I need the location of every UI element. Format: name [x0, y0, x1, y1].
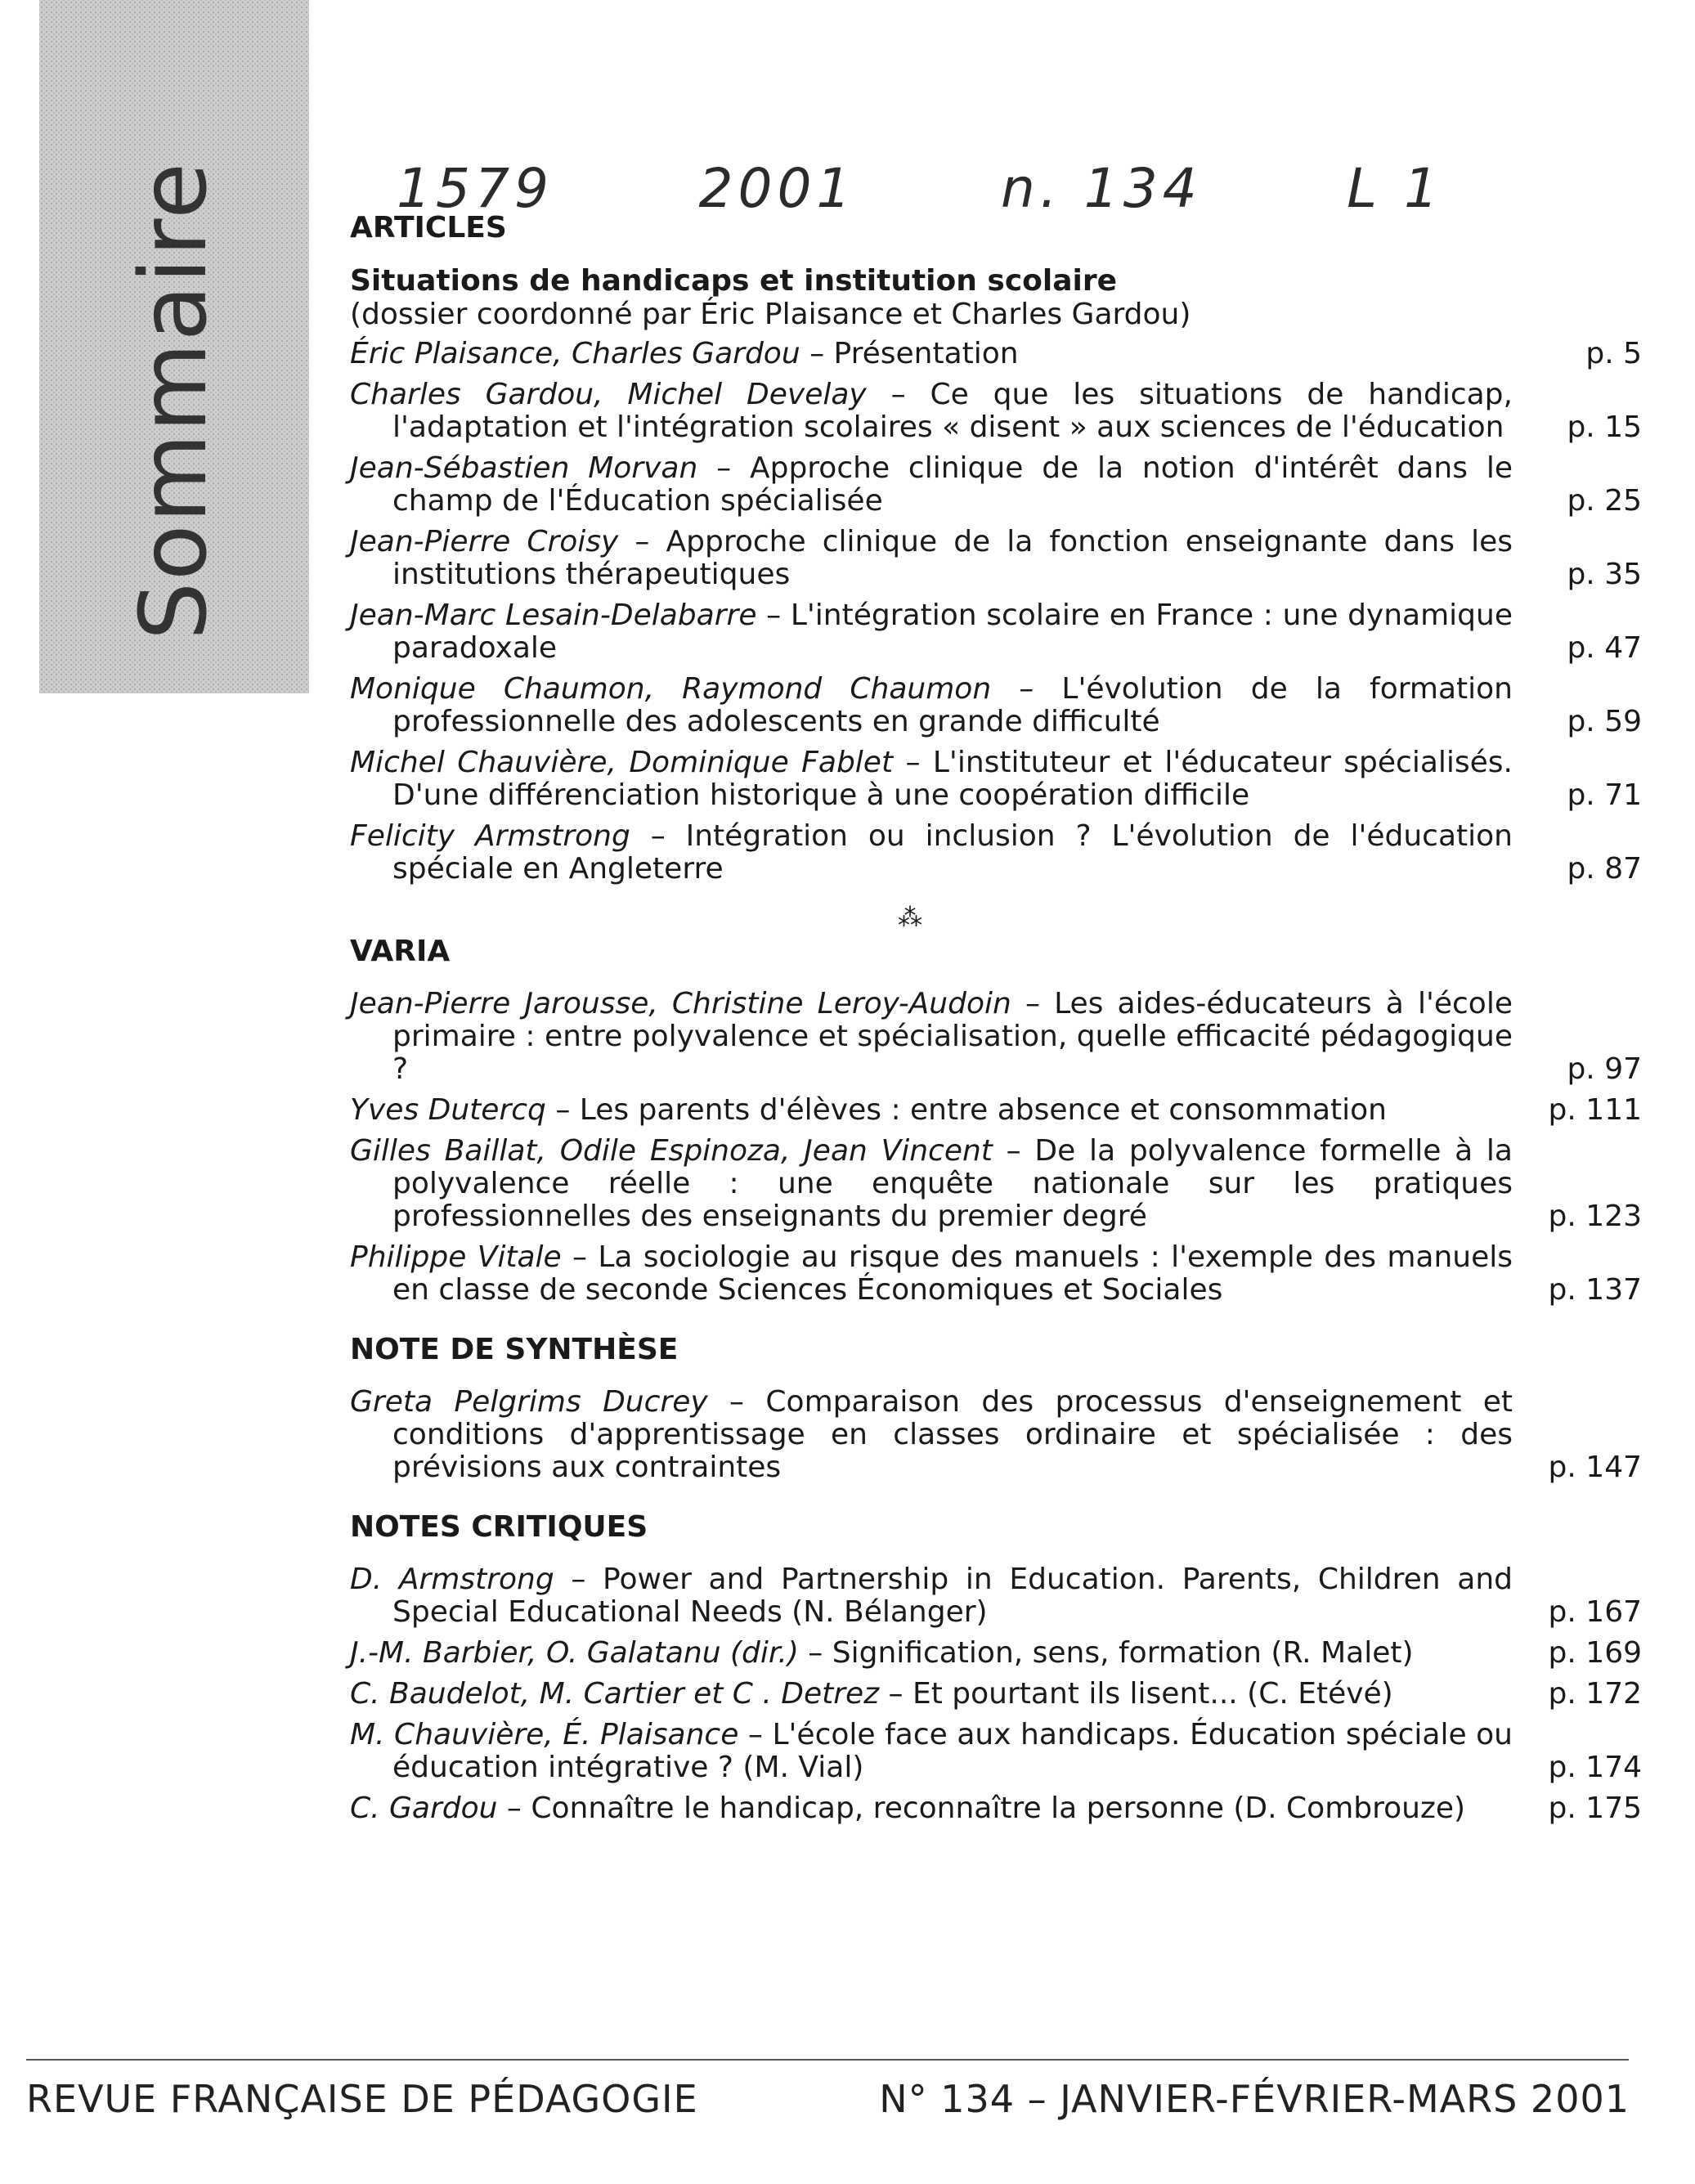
entry-text [350, 1135, 1513, 1233]
handwritten-note: n. 134 [1000, 156, 1202, 220]
toc-entry [350, 1563, 1642, 1629]
entry-text [350, 338, 1513, 370]
entry-title: – La sociologie au risque des manuels : l'exemple des manuels en classe de seconde Sciences Économiques et Sociales [392, 1240, 1513, 1307]
entry-text [350, 599, 1513, 665]
entry-author: C. Baudelot, M. Cartier et C . Detrez [350, 1677, 880, 1711]
entry-text [350, 820, 1513, 886]
handwritten-note: 2001 [698, 156, 856, 220]
handwritten-note: L 1 [1347, 156, 1443, 220]
entry-page-number: p. 147 [1548, 1451, 1642, 1484]
toc-entry [350, 673, 1642, 738]
toc-entry [350, 1241, 1642, 1307]
entry-text [350, 988, 1513, 1086]
entry-author: M. Chauvière, É. Plaisance [350, 1718, 739, 1751]
entry-author: Felicity Armstrong [350, 819, 630, 853]
toc-entry [350, 988, 1642, 1086]
toc-entry [350, 1135, 1642, 1233]
critiques-list [350, 1563, 1642, 1825]
toc-entry [350, 1094, 1642, 1127]
entry-author: Gilles Baillat, Odile Espinoza, Jean Vincent [350, 1134, 993, 1168]
entry-page-number: p. 174 [1548, 1751, 1642, 1784]
entry-page-number: p. 169 [1548, 1636, 1642, 1670]
toc-entry [350, 379, 1642, 444]
entry-author: D. Armstrong [350, 1563, 554, 1596]
section-heading-synthese: NOTE DE SYNTHÈSE [350, 1333, 679, 1366]
entry-title: – L'intégration scolaire en France : une dynamique paradoxale [392, 599, 1513, 665]
varia-list [350, 988, 1642, 1307]
issue-info: N° 134 – JANVIER-FÉVRIER-MARS 2001 [879, 2077, 1630, 2121]
entry-title: – Ce que les situations de handicap, l'adaptation et l'intégration scolaires « disent » aux sciences de l'éducation [392, 378, 1513, 444]
entry-page-number: p. 167 [1548, 1595, 1642, 1629]
entry-title: – Connaître le handicap, reconnaître la personne (D. Combrouze) [497, 1792, 1466, 1825]
entry-page-number: p. 123 [1548, 1200, 1642, 1233]
entry-title: – De la polyvalence formelle à la polyvalence réelle : une enquête nationale sur les pratiques professionnelles des enseignants du premier degré [392, 1134, 1513, 1233]
entry-text [350, 1719, 1513, 1784]
entry-author: Jean-Sébastien Morvan [350, 451, 698, 485]
toc-entry [350, 747, 1642, 812]
entry-title: – Approche clinique de la notion d'intérêt dans le champ de l'Éducation spécialisée [392, 451, 1513, 518]
entry-author: Charles Gardou, Michel Develay [350, 378, 867, 411]
footer-rule [26, 2059, 1629, 2061]
entry-author: Jean-Pierre Croisy [350, 525, 619, 558]
entry-author: C. Gardou [350, 1792, 498, 1825]
entry-page-number: p. 35 [1567, 558, 1642, 591]
entry-text [350, 1792, 1513, 1825]
entry-author: Philippe Vitale [350, 1240, 562, 1274]
entry-text [350, 526, 1513, 591]
entry-page-number: p. 137 [1548, 1273, 1642, 1307]
dossier-title: Situations de handicaps et institution scolaire [350, 264, 1118, 298]
entry-author: Yves Dutercq [350, 1093, 546, 1127]
synthese-list [350, 1386, 1642, 1484]
entry-page-number: p. 87 [1567, 852, 1642, 886]
articles-list [350, 338, 1642, 886]
entry-text [350, 1678, 1513, 1711]
entry-author: Jean-Marc Lesain-Delabarre [350, 599, 757, 632]
entry-text [350, 747, 1513, 812]
entry-title: – L'évolution de la formation professionnelle des adolescents en grande difficulté [392, 672, 1513, 738]
entry-title: – Les parents d'élèves : entre absence et consommation [545, 1093, 1387, 1127]
section-heading-critiques: NOTES CRITIQUES [350, 1510, 648, 1544]
entry-author: Greta Pelgrims Ducrey [350, 1385, 708, 1419]
entry-page-number: p. 97 [1567, 1052, 1642, 1086]
entry-author: Jean-Pierre Jarousse, Christine Leroy-Audoin [350, 987, 1011, 1020]
entry-title: – Comparaison des processus d'enseignement et conditions d'apprentissage en classes ordinaire et spécialisée : des prévisions aux contraintes [392, 1385, 1513, 1484]
toc-entry [350, 452, 1642, 518]
toc-entry [350, 1678, 1642, 1711]
entry-author: Michel Chauvière, Dominique Fablet [350, 746, 894, 779]
entry-author: Monique Chaumon, Raymond Chaumon [350, 672, 992, 706]
toc-entry [350, 1719, 1642, 1784]
entry-text [350, 1386, 1513, 1484]
entry-title: – Power and Partnership in Education. Parents, Children and Special Educational Needs (N. Bélanger) [392, 1563, 1513, 1629]
entry-text [350, 1637, 1513, 1670]
entry-page-number: p. 172 [1548, 1677, 1642, 1711]
entry-title: – Approche clinique de la fonction enseignante dans les institutions thérapeutiques [392, 525, 1513, 591]
entry-page-number: p. 111 [1548, 1093, 1642, 1127]
toc-entry [350, 338, 1642, 370]
section-separator: ⁂ [898, 904, 922, 932]
toc-entry [350, 599, 1642, 665]
toc-entry [350, 1386, 1642, 1484]
entry-author: J.-M. Barbier, O. Galatanu (dir.) [350, 1636, 799, 1670]
toc-entry [350, 526, 1642, 591]
entry-title: – Intégration ou inclusion ? L'évolution de l'éducation spéciale en Angleterre [392, 819, 1513, 886]
toc-entry [350, 1792, 1642, 1825]
entry-title: – Signification, sens, formation (R. Malet) [798, 1636, 1414, 1670]
table-of-contents [350, 211, 1642, 1833]
entry-page-number: p. 71 [1567, 778, 1642, 812]
entry-page-number: p. 59 [1567, 705, 1642, 738]
entry-text [350, 452, 1513, 518]
handwritten-note: 1579 [397, 156, 554, 220]
entry-author: Éric Plaisance, Charles Gardou [350, 337, 800, 370]
section-heading-varia: VARIA [350, 935, 451, 968]
entry-title: – Et pourtant ils lisent... (C. Etévé) [879, 1677, 1393, 1711]
dossier-note: (dossier coordonné par Éric Plaisance et Charles Gardou) [350, 298, 1191, 331]
entry-text [350, 673, 1513, 738]
toc-entry [350, 820, 1642, 886]
section-heading-articles: ARTICLES [350, 211, 507, 244]
entry-page-number: p. 47 [1567, 631, 1642, 665]
entry-page-number: p. 25 [1567, 484, 1642, 518]
entry-page-number: p. 15 [1567, 410, 1642, 444]
entry-page-number: p. 5 [1585, 337, 1642, 370]
sidebar-title: Sommaire [121, 160, 227, 641]
toc-entry [350, 1637, 1642, 1670]
entry-text [350, 1094, 1513, 1127]
entry-title: – Présentation [800, 337, 1019, 370]
entry-text [350, 379, 1513, 444]
entry-title: – Les aides-éducateurs à l'école primaire : entre polyvalence et spécialisation, quelle efficacité pédagogique ? [392, 987, 1513, 1086]
entry-text [350, 1241, 1513, 1307]
entry-page-number: p. 175 [1548, 1792, 1642, 1825]
journal-name: REVUE FRANÇAISE DE PÉDAGOGIE [26, 2077, 698, 2121]
entry-title: – L'école face aux handicaps. Éducation spéciale ou éducation intégrative ? (M. Vial) [392, 1718, 1513, 1784]
entry-text [350, 1563, 1513, 1629]
entry-title: – L'instituteur et l'éducateur spécialisés. D'une différenciation historique à une coopération difficile [392, 746, 1513, 812]
